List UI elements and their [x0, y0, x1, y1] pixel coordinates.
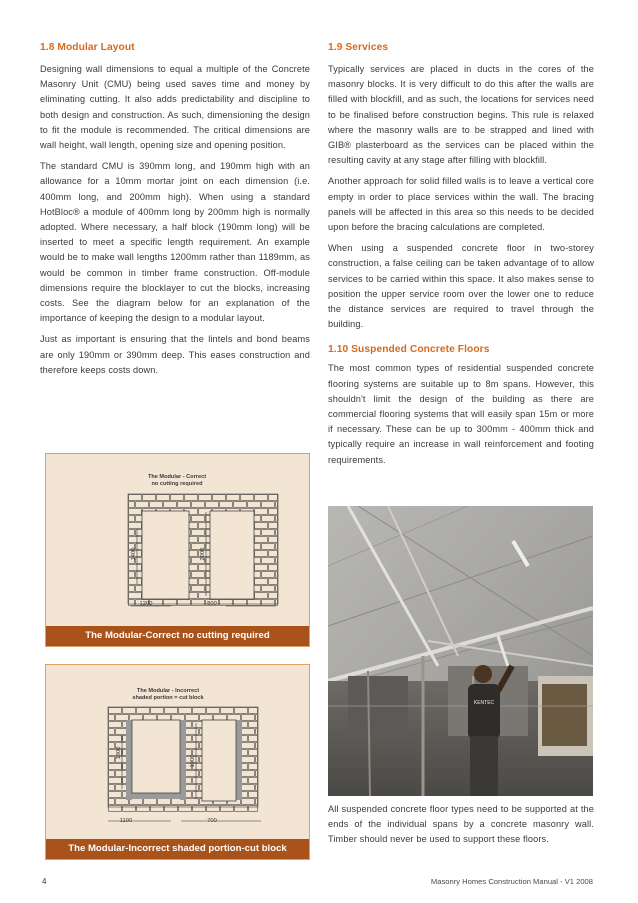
correct-dim-opening-height: 1400: [131, 547, 137, 561]
bottom-paragraph: All suspended concrete floor types need to be supported at the ends of the individual spans by a concrete masonry wall. Timber should never be used to support these floors.: [328, 804, 594, 845]
correct-caption: The Modular-Correct no cutting required: [46, 626, 309, 646]
modular-incorrect-diagram: [45, 664, 310, 860]
services-paragraph-1: Typically services are placed in ducts in the cores of the masonry blocks. It is very difficult to do this after the walls are filled with blockfill, and as such, the locations for services need to be finalised before construction begins. This rule is relaxed where the masonry walls are to be strapped and lined with GIB® plasterboard as the services can be placed within the resulting cavity at any stage after filling with blockfill.: [328, 64, 594, 166]
correct-door-opening: [210, 511, 254, 599]
incorrect-title-line2: shaded portion = cut block: [132, 695, 204, 701]
incorrect-dim-opening-height: 1300: [116, 746, 122, 760]
modular-incorrect-drawing: [46, 665, 309, 839]
construction-photo-drawing: [328, 506, 593, 796]
modular-paragraph-1: Designing wall dimensions to equal a multiple of the Concrete Masonry Unit (CMU) being used saves time and money by eliminating cutting. It also adds predictability and discipline to both design and construction. As such, dimensioning the design to fit the module is recommended. The critical dimensions are wall height, wall length, opening size and opening position.: [40, 64, 310, 151]
services-paragraph-3: When using a suspended concrete floor in two-storey construction, a false ceiling can be taken advantage of to allow services to be carried within this space. It also makes sense to position the upper service room over the lower one to reduce the distance services are required to travel through the building.: [328, 243, 594, 330]
correct-title-line2: no cutting required: [151, 481, 203, 487]
services-heading: 1.9 Services: [328, 42, 389, 53]
cut-block-strip-bottom: [132, 793, 180, 799]
incorrect-dim-width-a: 1100: [119, 818, 133, 824]
left-column: [40, 42, 310, 384]
correct-dim-wall-height: 2000: [200, 547, 206, 561]
modular-correct-diagram: [45, 453, 310, 647]
page-number: 4: [42, 877, 47, 886]
cut-block-strip-left: [126, 720, 132, 800]
modular-layout-heading: 1.8 Modular Layout: [40, 42, 135, 53]
correct-window-opening: [142, 511, 189, 599]
incorrect-window-opening: [132, 720, 180, 793]
incorrect-dim-width-b: 700: [207, 818, 217, 824]
incorrect-door-opening: [202, 720, 236, 801]
incorrect-title-line1: The Modular - Incorrect: [136, 688, 200, 694]
modular-correct-drawing: [46, 454, 309, 626]
incorrect-caption: The Modular-Incorrect shaded portion-cut block: [46, 839, 309, 859]
correct-dim-width-b: 800: [207, 601, 217, 607]
shirt-logo-text: KENTEC: [473, 700, 495, 706]
right-column: [328, 42, 594, 474]
footer-manual-title: Masonry Homes Construction Manual - V1 2008: [430, 877, 593, 886]
modular-paragraph-2: The standard CMU is 390mm long, and 190mm high with an allowance for a 10mm mortar joint on each dimension (i.e. 400mm long, and 200mm high). When using a standard HotBloc® a module of 400mm long by 200mm high is normally adopted. Where necessary, a half block (190mm long) will be inserted to meet a specific length requirement. An example would be to make wall lengths 1200mm rather than 1189mm, as would be common in timber frame construction. Off-module dimensions require the blocklayer to cut the blocks, increasing costs. See the diagram below for an explanation of the importance of keeping the design to a modular layout.: [40, 161, 310, 324]
floors-paragraph-1: The most common types of residential suspended concrete flooring systems are suitable up to 8m spans. However, this shouldn't limit the design of the building as there are commercial flooring systems that will easily span 15m or more if necessary. These can be up to 300mm - 400mm thick and typically require an increase in wall reinforcement and footing requirements.: [328, 363, 594, 465]
services-paragraph-2: Another approach for solid filled walls is to leave a vertical core empty in order to place services within the wall. The bracing panels will be affected in this area so this needs to be decided upon before the bracing calculations are completed.: [328, 176, 594, 233]
cut-block-strip-right: [236, 720, 242, 800]
correct-dim-width-a: 1200: [139, 601, 153, 607]
suspended-floors-heading: 1.10 Suspended Concrete Floors: [328, 344, 490, 356]
incorrect-dim-wall-height: 1900: [190, 754, 196, 768]
construction-photo: [328, 506, 593, 796]
cut-block-strip-mid: [180, 720, 186, 800]
modular-paragraph-3: Just as important is ensuring that the lintels and bond beams are only 190mm or 390mm deep. This eases construction and therefore keeps costs down.: [40, 334, 310, 375]
correct-title-line1: The Modular - Correct: [147, 474, 207, 480]
